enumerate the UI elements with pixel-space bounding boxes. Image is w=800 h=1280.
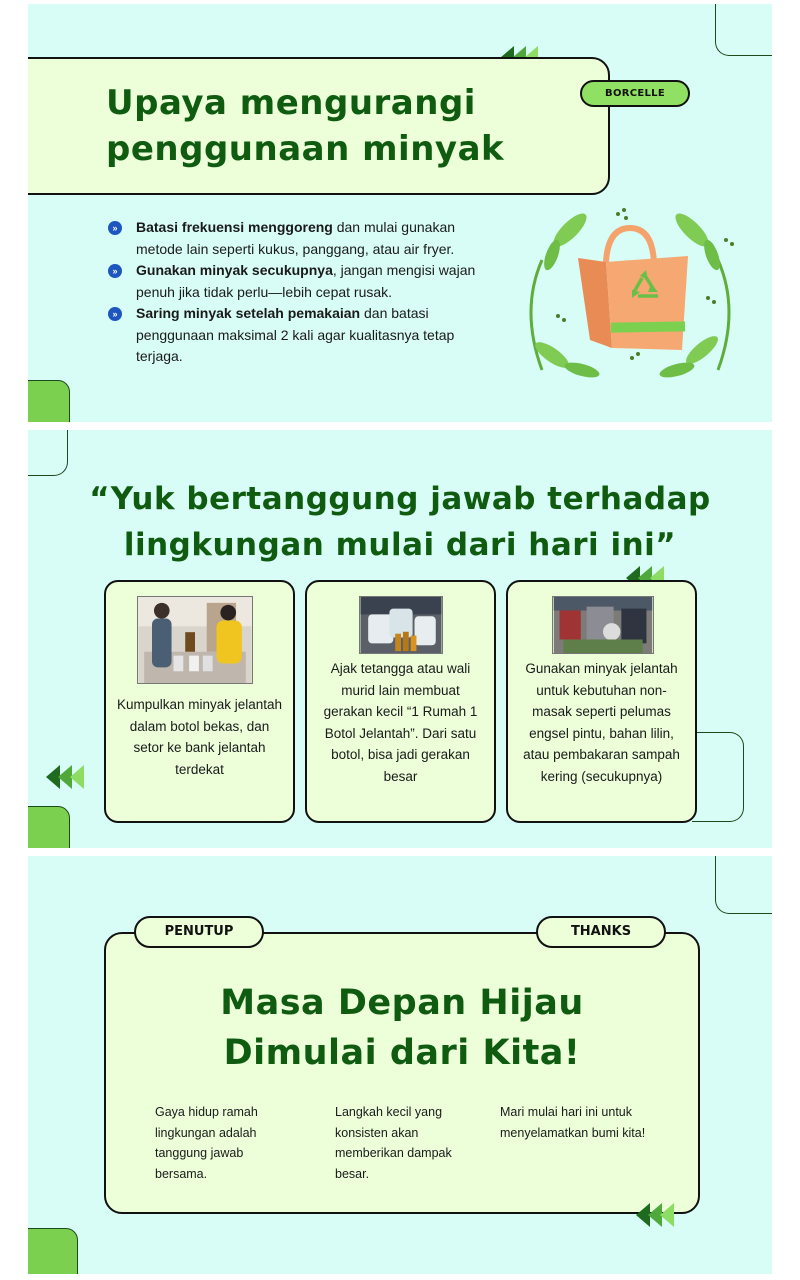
- slide-title: [106, 80, 504, 172]
- chevrons-icon: [636, 1203, 672, 1227]
- pill-thanks: THANKS: [536, 916, 666, 948]
- photo-oil-usage: [552, 596, 654, 654]
- corner-block-bottom-left: [28, 806, 70, 848]
- corner-decoration-right: [692, 732, 744, 822]
- chevrons-icon: [46, 765, 82, 789]
- brand-badge: BORCELLE: [580, 80, 690, 107]
- bullet-text: dan mulai gunakan metode lain seperti kukus, panggang, atau air fryer.: [136, 219, 456, 257]
- action-card: [506, 580, 697, 823]
- bullet-bold-text: Saring minyak setelah pemakaian: [136, 305, 361, 321]
- title-line-1: Upaya mengurangi: [106, 83, 476, 123]
- corner-decoration-top-right: [715, 4, 772, 56]
- photo-bottle-handover: [137, 596, 253, 684]
- quote-line-2: lingkungan mulai dari hari ini”: [123, 527, 677, 563]
- closing-title-line-2: Dimulai dari Kita!: [223, 1033, 581, 1073]
- closing-column: Langkah kecil yang konsisten akan memberikan dampak besar.: [335, 1105, 452, 1181]
- bullet-text: , jangan mengisi wajan penuh jika tidak perlu—lebih cepat rusak.: [136, 262, 476, 300]
- bullet-bold-text: Batasi frekuensi menggoreng: [136, 219, 333, 235]
- double-chevron-bullet-icon: »: [108, 307, 122, 321]
- title-line-2: penggunaan minyak: [106, 129, 505, 169]
- pill-penutup: PENUTUP: [134, 916, 264, 948]
- quote-title: [28, 476, 772, 568]
- closing-column: Mari mulai hari ini untuk menyelamatkan bumi kita!: [500, 1105, 646, 1140]
- slide-call-to-action: [28, 430, 772, 848]
- quote-line-1: “Yuk bertanggung jawab terhadap: [89, 481, 711, 517]
- corner-block-bottom-left: [28, 380, 70, 422]
- photo-jerrycans: [359, 596, 443, 654]
- list-item: [108, 217, 483, 260]
- bullet-text: dan batasi penggunaan maksimal 2 kali agar kualitasnya tetap terjaga.: [136, 305, 455, 364]
- slide-closing: [28, 856, 772, 1274]
- action-card: [104, 580, 295, 823]
- card-text: Gunakan minyak jelantah untuk kebutuhan non-masak seperti pelumas engsel pintu, bahan lilin, atau pembakaran sampah kering (secukupnya): [523, 661, 680, 784]
- corner-decoration-top-left: [28, 430, 68, 476]
- tips-list: [108, 217, 483, 368]
- closing-title: [104, 978, 700, 1078]
- list-item: [108, 260, 483, 303]
- corner-decoration-top-right: [715, 856, 772, 914]
- bullet-bold-text: Gunakan minyak secukupnya: [136, 262, 333, 278]
- closing-title-line-1: Masa Depan Hijau: [220, 983, 584, 1023]
- corner-block-bottom-left: [28, 1228, 78, 1274]
- card-text: Ajak tetangga atau wali murid lain membuat gerakan kecil “1 Rumah 1 Botol Jelantah”. Dari satu botol, bisa jadi gerakan besar: [323, 661, 478, 784]
- closing-column: Gaya hidup ramah lingkungan adalah tanggung jawab bersama.: [155, 1105, 258, 1181]
- double-chevron-bullet-icon: »: [108, 264, 122, 278]
- recycle-bag-icon: [512, 200, 748, 400]
- double-chevron-bullet-icon: »: [108, 221, 122, 235]
- card-text: Kumpulkan minyak jelantah dalam botol bekas, dan setor ke bank jelantah terdekat: [116, 697, 283, 777]
- slide-oil-reduction: [28, 4, 772, 422]
- action-card: [305, 580, 496, 823]
- list-item: [108, 303, 483, 368]
